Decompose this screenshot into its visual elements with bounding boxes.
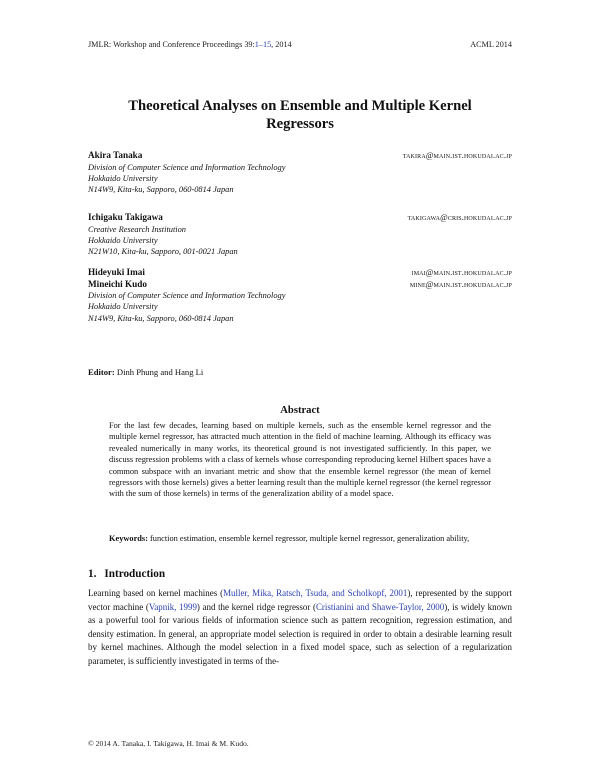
abstract-heading: Abstract [280,405,320,416]
author-block-1 [88,150,512,195]
citation-link[interactable]: Muller, Mika, Ratsch, Tsuda, and Scholkopf, 2001 [223,588,408,598]
affiliation-line: Hokkaido University [88,235,158,245]
section-heading [88,568,165,580]
author-email[interactable]: imai@main.ist.hokudai.ac.jp [411,268,512,277]
affiliation-line: Hokkaido University [88,302,158,312]
affiliation-line: Division of Computer Science and Information Technology [88,291,286,300]
affiliation-line: N14W9, Kita-ku, Sapporo, 060-0814 Japan [88,185,234,195]
editor-line [88,367,203,377]
editor-label: Editor: [88,367,115,377]
author-email[interactable]: takira@main.ist.hokudai.ac.jp [402,151,512,160]
affiliation-line: N14W9, Kita-ku, Sapporo, 060-0814 Japan [88,313,234,323]
running-head [88,40,512,52]
author-name: Mineichi Kudo [88,278,147,289]
author-email[interactable]: mine@main.ist.hokudai.ac.jp [409,279,512,289]
keywords-list: function estimation, ensemble kernel regressor, multiple kernel regressor, generalization ability, [150,534,470,543]
affiliation-line: Hokkaido University [88,173,158,183]
citation-link[interactable]: Cristianini and Shawe-Taylor, 2000 [315,601,445,612]
keywords-label: Keywords: [109,534,148,543]
author-name: Ichigaku Takigawa [88,212,163,222]
editor-names: Dinh Phung and Hang Li [116,367,204,377]
author-email[interactable]: takigawa@cris.hokudai.ac.jp [407,213,512,222]
journal-info: JMLR: Workshop and Conference Proceedings 39:1–15, 2014 [88,40,292,49]
citation-link[interactable]: Vapnik, 1999 [148,601,197,612]
conference-label: ACML 2014 [470,40,512,49]
affiliation-line: N21W10, Kita-ku, Sapporo, 001-0021 Japan [88,247,238,257]
author-name: Hideyuki Imai [88,267,145,277]
intro-paragraph: Learning based on kernel machines (Muller, Mika, Ratsch, Tsuda, and Scholkopf, 2001), represented by the support vector machine (Vapnik, 1999) and the kernel ridge regressor (Cristianini and Shawe-Taylor, 2000), is widely known as a powerful tool for various fields of information science such as pattern recognition, regression estimation, and density estimation. In general, an appropriate model selection is required in order to obtain a desirable learning result by kernel machines. Although the model selection in a fixed model space, such as selection of a regularization parameter, is sufficiently investigated in terms of the- [88,588,513,666]
author-block-2 [88,212,512,257]
section-title: Introduction [104,568,166,580]
abstract-text: For the last few decades, learning based on multiple kernels, such as the ensemble kernel regressor and the multiple kernel regressor, has attracted much attention in the field of machine learning. Although its efficacy was revealed numerically in many works, its theoretical ground is not investigated sufficiently. In this paper, we discuss regression problems with a class of kernels whose corresponding reproducing kernel Hilbert spaces have a common subspace with an invariant metric and show that the ensemble kernel regressor (the mean of kernel regressors with those kernels) gives a better learning result than the multiple kernel regressor (the kernel regressor with the sum of those kernels) in terms of the generalization ability of a model space. [109,421,491,499]
author-block-3 [88,267,512,324]
author-name: Akira Tanaka [88,150,143,160]
section-number: 1. [88,568,97,580]
paper-title: Theoretical Analyses on Ensemble and Multiple Kernel Regressors [128,98,472,132]
pages-link[interactable]: 1–15 [254,40,272,49]
affiliation-line: Creative Research Institution [88,224,186,234]
affiliation-line: Division of Computer Science and Information Technology [88,162,286,172]
copyright-footer: © 2014 A. Tanaka, I. Takigawa, H. Imai & M. Kudo. [88,739,249,748]
keywords [109,533,491,544]
